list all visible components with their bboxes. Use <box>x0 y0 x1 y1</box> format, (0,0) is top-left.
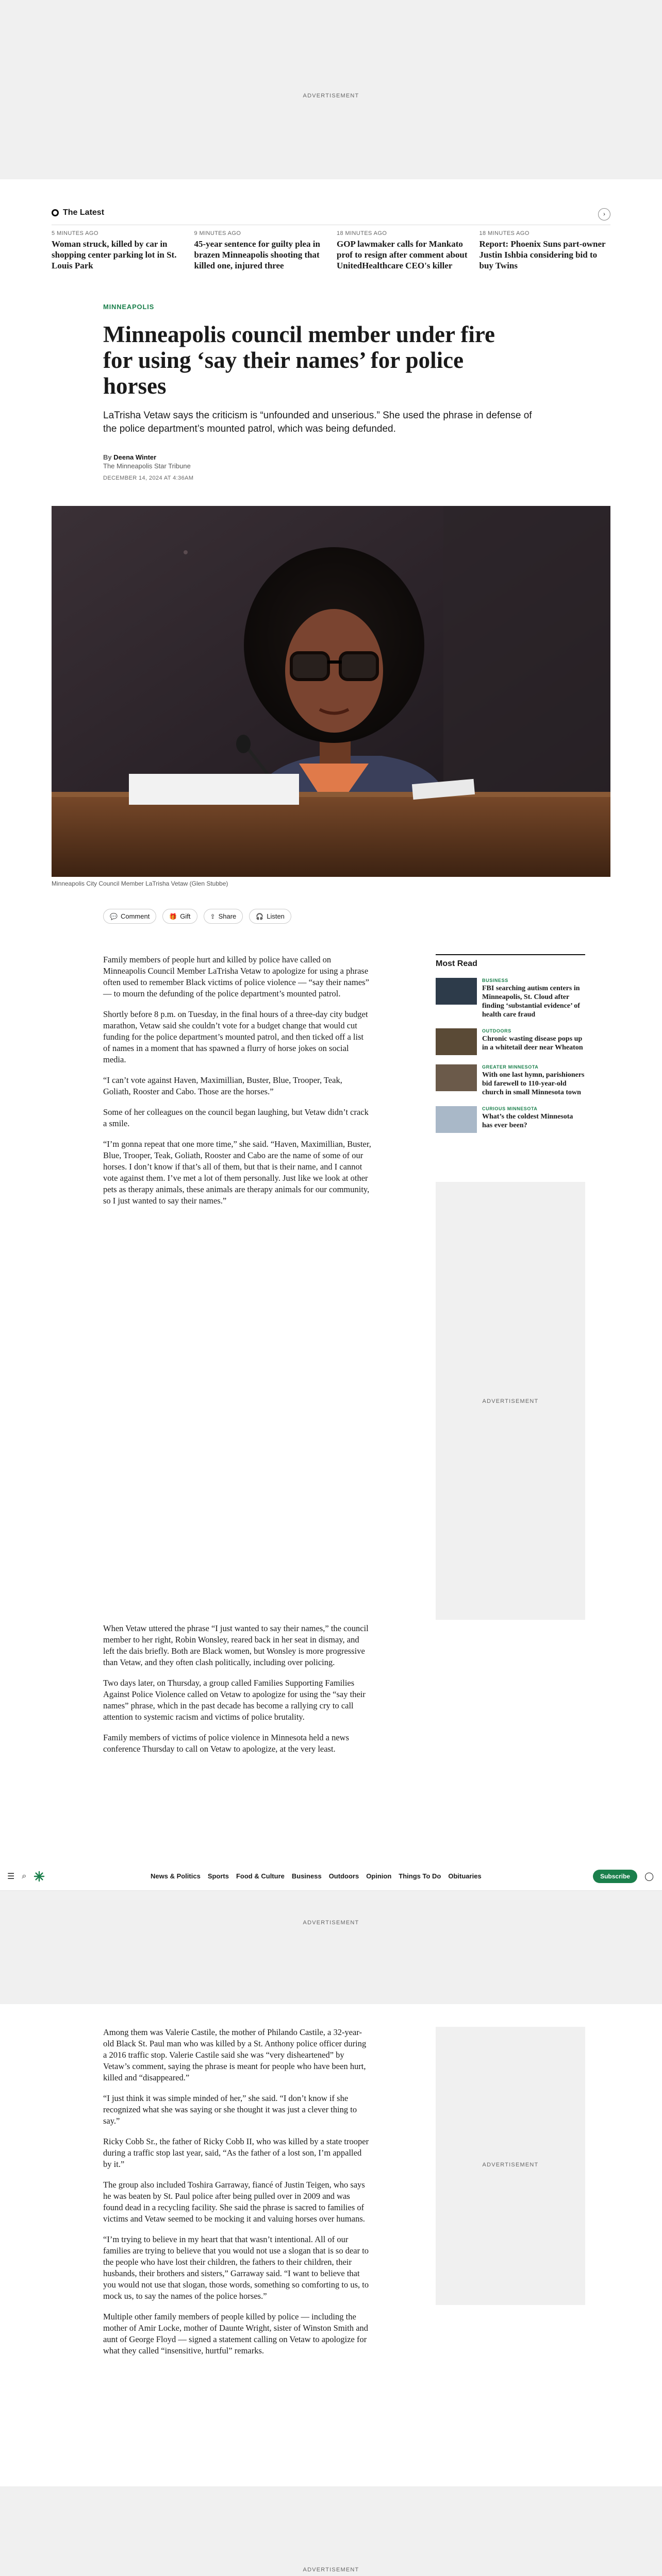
menu-icon[interactable]: ☰ <box>7 1872 15 1881</box>
most-read-thumbnail[interactable] <box>436 978 477 1005</box>
paragraph: The group also included Toshira Garraway, fiancé of Justin Teigen, who says he was beaten by St. Paul police after being pulled over in 2009 and was found dead in a recycling facility. She said the phrase is sacred to families of victims and Vetaw seemed to be mocking it and valuing horses over humans. <box>103 2180 365 2224</box>
gift-button[interactable] <box>162 909 197 924</box>
latest-item[interactable] <box>479 225 611 271</box>
most-read-category: CURIOUS MINNESOTA <box>482 1106 538 1111</box>
paragraph: Multiple other family members of people killed by police — including the mother of Amir Locke, mother of Daunte Wright, sister of Winston Smith and aunt of George Floyd — signed a statement calling on Vetaw to apologize for what they called “insensitive, hurtful” remarks. <box>103 2312 369 2355</box>
latest-time: 9 MINUTES AGO <box>194 230 241 236</box>
most-read-thumbnail[interactable] <box>436 1028 477 1055</box>
paragraph: Some of her colleagues on the council began laughing, but Vetaw didn’t crack a smile. <box>103 1107 369 1128</box>
paragraph: When Vetaw uttered the phrase “I just wanted to say their names,” the council member to her right, Robin Wonsley, reared back in her seat in dismay, and left the dais briefly. Both are Black women, but Wonsley is more progressive than Vetaw, and they often clash politically, including over policing. <box>103 1623 369 1667</box>
latest-time: 18 MINUTES AGO <box>479 230 529 236</box>
subscribe-button[interactable]: Subscribe <box>593 1870 637 1883</box>
most-read-item[interactable] <box>436 1028 585 1055</box>
account-icon[interactable]: ◯ <box>644 1872 654 1881</box>
nav-link-obituaries[interactable]: Obituaries <box>448 1872 482 1880</box>
hero-photo-illustration <box>52 506 610 877</box>
share-label: Share <box>218 912 237 920</box>
article-body-2 <box>103 1623 371 1764</box>
publication: The Minneapolis Star Tribune <box>103 462 191 470</box>
sidebar-ad[interactable] <box>436 1182 585 1620</box>
article-body-3 <box>103 2027 371 2366</box>
nav-link-outdoors[interactable]: Outdoors <box>328 1872 359 1880</box>
article-body-1 <box>103 954 371 1216</box>
share-toolbar <box>103 909 291 924</box>
share-button[interactable] <box>204 909 243 924</box>
latest-time: 18 MINUTES AGO <box>337 230 387 236</box>
most-read-item[interactable] <box>436 1106 585 1133</box>
most-read-headline[interactable]: Chronic wasting disease pops up in a whitetail deer near Wheaton <box>482 1035 583 1052</box>
author-link[interactable]: Deena Winter <box>113 453 157 461</box>
latest-strip <box>52 208 610 271</box>
hero-photo <box>52 506 610 877</box>
paragraph: “I’m trying to believe in my heart that that wasn’t intentional. All of our families are trying to believe that you would not use a slogan that is so dear to the people who have lost their children, the fathers to their children, their husbands, their brothers and sisters,” Garraway said. “I want to believe that you would not use that slogan, those words, something so comforting to us, to mock us, to say the names of the police horses.” <box>103 2234 369 2301</box>
paragraph: Family members of people hurt and killed by police have called on Minneapolis Council Member LaTrisha Vetaw to apologize for using a phrase often used to remember Black victims of police violence — “say their names” — to mourn the defunding of the police department’s mounted patrol. <box>103 955 369 998</box>
nav-link-news-politics[interactable]: News & Politics <box>151 1872 201 1880</box>
search-icon[interactable]: ⌕ <box>22 1871 27 1880</box>
most-read-category: GREATER MINNESOTA <box>482 1064 539 1070</box>
ad-label: ADVERTISEMENT <box>303 2567 359 2573</box>
comment-label: Comment <box>120 912 150 920</box>
photo-caption: Minneapolis City Council Member LaTrisha Vetaw (Glen Stubbe) <box>52 880 228 887</box>
headphones-icon: 🎧 <box>256 912 264 920</box>
byline <box>103 453 191 470</box>
ad-label: ADVERTISEMENT <box>482 2162 539 2168</box>
share-icon: ⇪ <box>210 912 216 920</box>
ad-label: ADVERTISEMENT <box>482 1398 539 1404</box>
latest-item[interactable] <box>337 225 468 271</box>
paragraph: Ricky Cobb Sr., the father of Ricky Cobb II, who was killed by a state trooper during a traffic stop last year, said, “As the father of a lost son, I’m appalled by it.” <box>103 2137 369 2169</box>
most-read-thumbnail[interactable] <box>436 1064 477 1091</box>
sidebar-ad[interactable] <box>436 2027 585 2305</box>
article-dek: LaTrisha Vetaw says the criticism is “unfounded and unserious.” She used the phrase in defense of the police department’s mounted patrol, which was being defunded. <box>103 410 532 434</box>
latest-headline[interactable]: 45-year sentence for guilty plea in brazen Minneapolis shooting that killed one, injured three <box>194 239 320 270</box>
most-read-item[interactable] <box>436 1064 585 1097</box>
most-read-headline[interactable]: FBI searching autism centers in Minneapolis, St. Cloud after finding ‘substantial evidence’ of health care fraud <box>482 985 580 1019</box>
paragraph: Family members of victims of police violence in Minnesota held a news conference Thursday to call on Vetaw to apologize, at the very least. <box>103 1733 350 1754</box>
paragraph: Among them was Valerie Castile, the mother of Philando Castile, a 32-year-old Black St. Paul man who was killed by a St. Anthony police officer during a 2016 traffic stop. Valerie Castile said she was “very disheartened” by Vetaw’s comment, saying the phrase is meant for people who have been hurt, killed and “disappeared.” <box>103 2027 367 2082</box>
most-read-category: BUSINESS <box>482 978 508 983</box>
paragraph: “I’m gonna repeat that one more time,” she said. “Haven, Maximillian, Buster, Blue, Trooper, Teak, Goliath, Rooster and Cabo are the name of some of our horses. I don’t know if that’s all of them, but that is their name, and I cannot vote against them. I’ve met a lot of them personally. Just like we look at other pets as therapy animals, these animals are therapy animals for our community, so I just wanted to say their names.” <box>103 1139 371 1206</box>
listen-label: Listen <box>267 912 285 920</box>
latest-time: 5 MINUTES AGO <box>52 230 98 236</box>
most-read <box>436 954 585 1133</box>
article-headline: Minneapolis council member under fire for using ‘say their names’ for police horses <box>103 321 495 399</box>
paragraph: “I just think it was simple minded of her,” she said. “I don’t know if she recognized what she was saying or she thought it was just a clever thing to say.” <box>103 2093 357 2126</box>
nav-link-things-to-do[interactable]: Things To Do <box>399 1872 441 1880</box>
mid-ad[interactable] <box>0 1891 662 2004</box>
most-read-title: Most Read <box>436 954 585 969</box>
nav-link-opinion[interactable]: Opinion <box>366 1872 392 1880</box>
latest-headline[interactable]: Woman struck, killed by car in shopping center parking lot in St. Louis Park <box>52 239 177 270</box>
paragraph: Two days later, on Thursday, a group called Families Supporting Families Against Police Violence called on Vetaw to apologize for using the “say their names” phrase, which in the past decade has become a rallying cry to call attention to systemic racism and victims of police brutality. <box>103 1678 366 1722</box>
gift-label: Gift <box>180 912 191 920</box>
latest-title: The Latest <box>63 208 105 217</box>
star-tribune-logo[interactable] <box>34 1871 45 1882</box>
site-nav <box>0 1862 662 1891</box>
most-read-category: OUTDOORS <box>482 1028 511 1033</box>
top-ad[interactable] <box>0 0 662 179</box>
most-read-thumbnail[interactable] <box>436 1106 477 1133</box>
most-read-item[interactable] <box>436 978 585 1019</box>
publish-date: DECEMBER 14, 2024 AT 4:36AM <box>103 475 194 481</box>
most-read-headline[interactable]: What’s the coldest Minnesota has ever been? <box>482 1113 573 1129</box>
ad-label: ADVERTISEMENT <box>303 93 359 99</box>
latest-item[interactable] <box>52 225 183 271</box>
listen-button[interactable] <box>249 909 291 924</box>
comment-icon: 💬 <box>110 912 118 920</box>
latest-item[interactable] <box>194 225 326 271</box>
latest-headline[interactable]: GOP lawmaker calls for Mankato prof to resign after comment about UnitedHealthcare CEO's killer <box>337 239 468 270</box>
ad-label: ADVERTISEMENT <box>303 1920 359 1926</box>
section-link[interactable]: MINNEAPOLIS <box>103 303 155 311</box>
nav-link-food-culture[interactable]: Food & Culture <box>236 1872 285 1880</box>
nav-link-business[interactable]: Business <box>291 1872 322 1880</box>
live-dot-icon <box>52 209 59 216</box>
latest-headline[interactable]: Report: Phoenix Suns part-owner Justin Ishbia considering bid to buy Twins <box>479 239 606 270</box>
comment-button[interactable] <box>103 909 156 924</box>
paragraph: Shortly before 8 p.m. on Tuesday, in the final hours of a three-day city budget marathon, Vetaw said she couldn’t vote for a budget change that would cut funding for the police department’s mounted patrol, and then ticked off a list of names in a moment that has spawned a flurry of horse jokes on social media. <box>103 1009 368 1064</box>
most-read-headline[interactable]: With one last hymn, parishioners bid farewell to 110-year-old church in small Minnesota town <box>482 1071 585 1096</box>
nav-link-sports[interactable]: Sports <box>207 1872 229 1880</box>
chevron-right-icon[interactable]: › <box>598 208 610 221</box>
inline-ad[interactable] <box>0 2486 662 2576</box>
gift-icon: 🎁 <box>169 912 177 920</box>
byline-prefix: By <box>103 453 112 461</box>
paragraph: “I can’t vote against Haven, Maximillian, Buster, Blue, Trooper, Teak, Goliath, Rooster and Cabo. Those are the horses.” <box>103 1075 342 1096</box>
